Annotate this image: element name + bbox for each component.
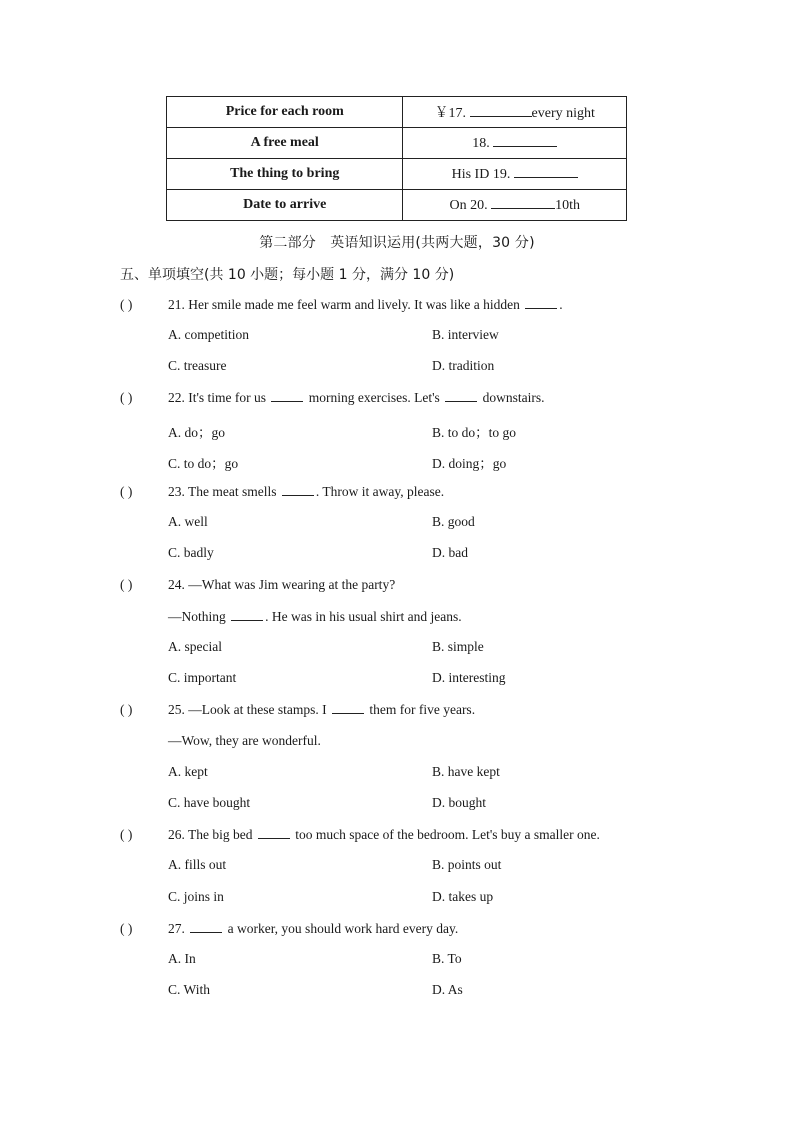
question-stem: The big bed bbox=[188, 827, 253, 842]
answer-blank bbox=[231, 608, 263, 621]
option-a[interactable]: A. In bbox=[168, 951, 196, 966]
option-b[interactable]: B. To bbox=[432, 951, 462, 966]
question-25 bbox=[120, 701, 475, 718]
question-stem: Her smile made me feel warm and lively. It was like a hidden bbox=[188, 297, 520, 312]
row-value bbox=[403, 97, 627, 128]
info-table bbox=[166, 96, 627, 221]
question-number: 26. bbox=[168, 827, 185, 842]
option-c[interactable]: C. joins in bbox=[168, 889, 224, 904]
table-row bbox=[167, 159, 627, 190]
table-row bbox=[167, 190, 627, 221]
option-b[interactable]: B. to do；to go bbox=[432, 425, 517, 440]
answer-blank bbox=[271, 389, 303, 402]
question-number: 22. bbox=[168, 390, 185, 405]
answer-blank[interactable] bbox=[470, 104, 532, 117]
question-stem: The meat smells bbox=[188, 484, 277, 499]
option-d[interactable]: D. interesting bbox=[432, 670, 506, 685]
question-stem: —Nothing bbox=[168, 609, 226, 624]
value-prefix: ￥17. bbox=[434, 106, 467, 121]
question-number: 23. bbox=[168, 484, 185, 499]
question-number: 21. bbox=[168, 297, 185, 312]
answer-blank bbox=[332, 701, 364, 714]
option-c[interactable]: C. important bbox=[168, 670, 237, 685]
option-d[interactable]: D. tradition bbox=[432, 358, 495, 373]
answer-paren[interactable]: ( ) bbox=[120, 702, 133, 717]
question-24 bbox=[120, 577, 395, 593]
answer-blank[interactable] bbox=[493, 134, 557, 147]
question-stem: It's time for us bbox=[188, 390, 267, 405]
question-dialogue-line: —Wow, they are wonderful. bbox=[168, 733, 321, 748]
question-stem: . Throw it away, please. bbox=[315, 484, 445, 499]
question-stem: morning exercises. Let's bbox=[308, 390, 440, 405]
answer-blank bbox=[190, 920, 222, 933]
answer-blank bbox=[445, 389, 477, 402]
option-a[interactable]: A. fills out bbox=[168, 857, 227, 872]
question-27 bbox=[120, 920, 458, 937]
answer-paren[interactable]: ( ) bbox=[120, 577, 133, 592]
answer-blank bbox=[525, 296, 557, 309]
option-a[interactable]: A. kept bbox=[168, 764, 208, 779]
option-b[interactable]: B. have kept bbox=[432, 764, 500, 779]
answer-blank bbox=[282, 483, 314, 496]
option-a[interactable]: A. do；go bbox=[168, 425, 225, 440]
question-stem: —Look at these stamps. I bbox=[188, 702, 327, 717]
option-d[interactable]: D. bought bbox=[432, 795, 486, 810]
question-number: 25. bbox=[168, 702, 185, 717]
row-label: Price for each room bbox=[167, 97, 403, 128]
value-suffix: every night bbox=[531, 106, 595, 121]
option-a[interactable]: A. well bbox=[168, 514, 208, 529]
table-row bbox=[167, 128, 627, 159]
answer-paren[interactable]: ( ) bbox=[120, 921, 133, 936]
option-c[interactable]: C. With bbox=[168, 982, 210, 997]
row-label: A free meal bbox=[167, 128, 403, 159]
part-title: 第二部分 英语知识运用(共两大题，30 分) bbox=[259, 235, 535, 251]
question-stem: . bbox=[559, 297, 563, 312]
question-26 bbox=[120, 826, 600, 843]
option-d[interactable]: D. takes up bbox=[432, 889, 494, 904]
question-dialogue-line bbox=[168, 608, 462, 625]
option-c[interactable]: C. have bought bbox=[168, 795, 251, 810]
question-stem: too much space of the bedroom. Let's buy a smaller one. bbox=[295, 827, 600, 842]
row-label: Date to arrive bbox=[167, 190, 403, 221]
option-a[interactable]: A. special bbox=[168, 639, 222, 654]
option-b[interactable]: B. interview bbox=[432, 327, 499, 342]
answer-paren[interactable]: ( ) bbox=[120, 297, 133, 312]
answer-paren[interactable]: ( ) bbox=[120, 484, 133, 499]
question-number: 24. bbox=[168, 577, 185, 592]
value-prefix: 18. bbox=[472, 136, 490, 151]
value-suffix: 10th bbox=[555, 198, 580, 213]
value-prefix: His ID 19. bbox=[451, 167, 511, 182]
question-23 bbox=[120, 483, 444, 500]
question-stem: —What was Jim wearing at the party? bbox=[188, 577, 396, 592]
answer-paren[interactable]: ( ) bbox=[120, 827, 133, 842]
option-b[interactable]: B. simple bbox=[432, 639, 484, 654]
option-d[interactable]: D. As bbox=[432, 982, 463, 997]
option-a[interactable]: A. competition bbox=[168, 327, 249, 342]
question-stem: downstairs. bbox=[482, 390, 545, 405]
option-d[interactable]: D. doing；go bbox=[432, 456, 507, 471]
row-value bbox=[403, 190, 627, 221]
row-value bbox=[403, 128, 627, 159]
question-stem: . He was in his usual shirt and jeans. bbox=[265, 609, 462, 624]
answer-paren[interactable]: ( ) bbox=[120, 390, 133, 405]
question-21 bbox=[120, 296, 563, 313]
value-prefix: On 20. bbox=[449, 198, 488, 213]
question-22 bbox=[120, 389, 544, 406]
row-value bbox=[403, 159, 627, 190]
section-title: 五、单项填空(共 10 小题；每小题 1 分，满分 10 分) bbox=[120, 267, 455, 283]
option-c[interactable]: C. badly bbox=[168, 545, 214, 560]
row-label: The thing to bring bbox=[167, 159, 403, 190]
question-stem: them for five years. bbox=[369, 702, 476, 717]
question-stem: a worker, you should work hard every day. bbox=[227, 921, 459, 936]
answer-blank bbox=[258, 826, 290, 839]
table-row bbox=[167, 97, 627, 128]
option-c[interactable]: C. to do；go bbox=[168, 456, 239, 471]
answer-blank[interactable] bbox=[514, 165, 578, 178]
answer-blank[interactable] bbox=[491, 196, 555, 209]
option-d[interactable]: D. bad bbox=[432, 545, 468, 560]
option-b[interactable]: B. points out bbox=[432, 857, 502, 872]
option-b[interactable]: B. good bbox=[432, 514, 475, 529]
option-c[interactable]: C. treasure bbox=[168, 358, 227, 373]
question-number: 27. bbox=[168, 921, 185, 936]
